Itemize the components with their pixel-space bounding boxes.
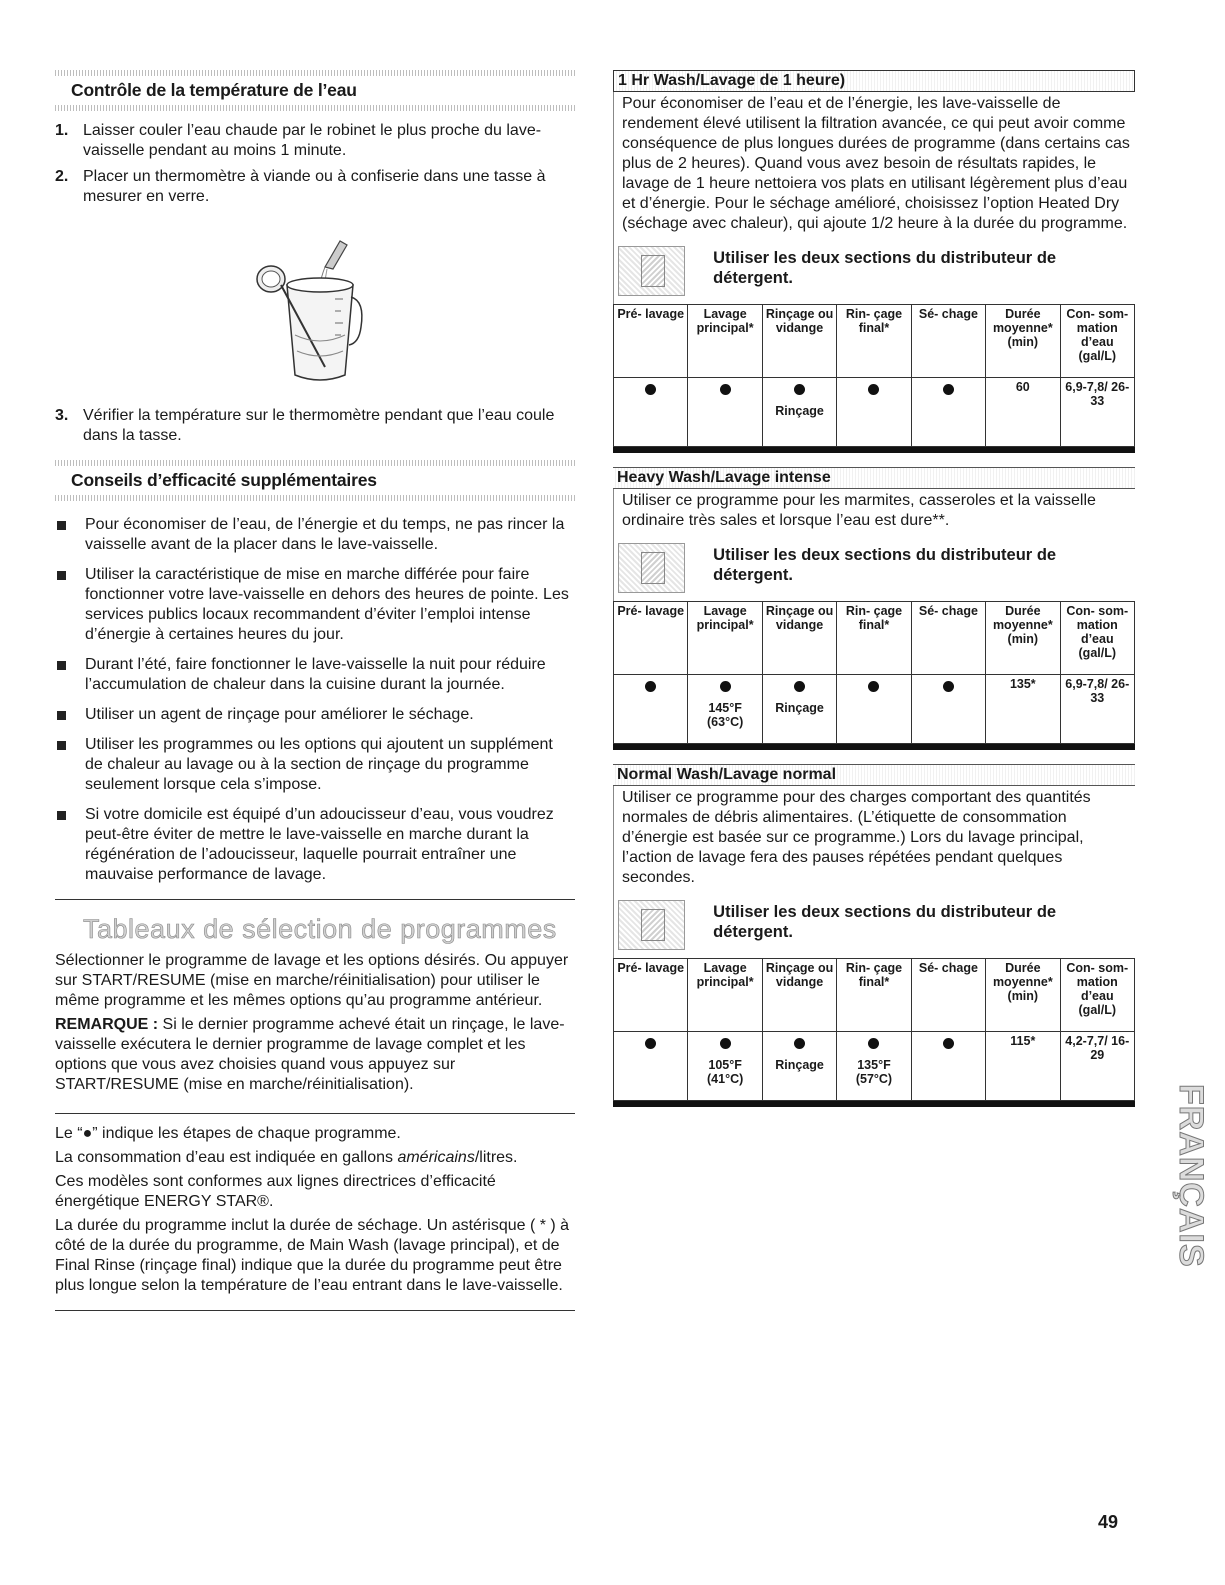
step-dot-icon <box>943 384 954 395</box>
program-block-heavy <box>613 467 1135 750</box>
step-dot-icon <box>794 384 805 395</box>
detergent-dispenser-icon <box>618 246 685 296</box>
program-description: Utiliser ce programme pour les marmites, casseroles et la vaisselle ordinaire très sales et lorsque l’eau est dure**. <box>613 489 1135 537</box>
program-block-normal <box>613 764 1135 1107</box>
bullet-square-icon <box>57 741 66 750</box>
col-header: Rinçage ou vidange <box>762 959 836 1032</box>
detergent-instruction: Utiliser les deux sections du distributeur de détergent. <box>613 240 1135 304</box>
footnote-energy-star: Ces modèles sont conformes aux lignes directrices d’efficacité énergétique ENERGY STAR®. <box>55 1173 496 1210</box>
step-item: 2. Placer un thermomètre à viande ou à confiserie dans une tasse à mesurer en verre. <box>55 168 546 205</box>
col-header: Rin- çage final* <box>837 959 911 1032</box>
detergent-dispenser-icon <box>618 543 685 593</box>
temp-section-title: Contrôle de la température de l’eau <box>71 80 357 100</box>
detergent-dispenser-icon <box>618 900 685 950</box>
col-header: Con- som- mation d’eau (gal/L) <box>1060 602 1134 675</box>
col-header: Lavage principal* <box>688 959 762 1032</box>
step-dot-icon <box>868 384 879 395</box>
col-header: Con- som- mation d’eau (gal/L) <box>1060 959 1134 1032</box>
col-header: Lavage principal* <box>688 602 762 675</box>
col-header: Durée moyenne* (min) <box>986 959 1060 1032</box>
step-dot-icon <box>794 681 805 692</box>
page-number: 49 <box>1098 1512 1119 1532</box>
duration-cell: 135* <box>986 675 1060 744</box>
duration-cell: 115* <box>986 1032 1060 1101</box>
program-table: Pré- lavage Lavage principal* Rinçage ou vidange Rin- çage final* Sé- chage Durée moyenne* (min) Con- som- mation d’eau (gal/L) 105°F (41°C) Rinçage 135°F (57°C) 115* 4,2-7,7/ 16-29 <box>613 958 1135 1101</box>
col-header: Rinçage ou vidange <box>762 602 836 675</box>
section-rule <box>55 1310 575 1311</box>
tip-item: Utiliser la caractéristique de mise en marche différée pour faire fonctionner votre lave-vaisselle en dehors des heures de pointe. Les services publics locaux recommandent d’éviter l’emploi intense d’énergie à certaines heures du jour. <box>55 565 575 645</box>
col-header: Pré- lavage <box>614 959 688 1032</box>
bullet-square-icon <box>57 521 66 530</box>
col-header: Pré- lavage <box>614 305 688 378</box>
water-cell: 4,2-7,7/ 16-29 <box>1060 1032 1134 1101</box>
program-description: Pour économiser de l’eau et de l’énergie, les lave-vaisselle de rendement élevé utilisent la filtration avancée, ce qui peut avoir comme conséquence de plus longues durées de programme (dans certains cas plus de 2 heures). Quand vous avez besoin de résultats rapides, le lavage de 1 heure nettoiera vos plats en utilisant légèrement plus d’eau et d’énergie. Pour le séchage amélioré, choisissez l’option Heated Dry (séchage avec chaleur), qui ajoute 1/2 heure à la durée du programme. <box>613 92 1135 240</box>
col-header: Rin- çage final* <box>837 305 911 378</box>
tables-note: REMARQUE : Si le dernier programme achevé était un rinçage, le lave-vaisselle exécutera le dernier programme de lavage complet et les options que vous avez choisies quand vous appuyez sur START/RESUME (mise en marche/réinitialisation). <box>55 1016 565 1093</box>
bullet-square-icon <box>57 811 66 820</box>
footnote-water-units: La consommation d’eau est indiquée en gallons américains/litres. <box>55 1149 518 1166</box>
step-dot-icon <box>720 681 731 692</box>
step-dot-icon <box>794 1038 805 1049</box>
step-item: 1. Laisser couler l’eau chaude par le robinet le plus proche du lave-vaisselle pendant au moins 1 minute. <box>55 122 542 159</box>
col-header: Sé- chage <box>911 959 985 1032</box>
program-description: Utiliser ce programme pour des charges comportant des quantités normales de débris alimentaires. (L’étiquette de consommation d’énergie est basée sur ce programme.) Lors du lavage principal, l’action de lavage fera des pauses répétées pendant quelques secondes. <box>613 786 1135 894</box>
temp-steps-continued <box>55 406 575 446</box>
duration-cell: 60 <box>986 378 1060 447</box>
tip-item: Durant l’été, faire fonctionner le lave-vaisselle la nuit pour réduire l’accumulation de chaleur dans la cuisine durant la journée. <box>55 655 575 695</box>
program-title: Normal Wash/Lavage normal <box>613 764 1135 786</box>
col-header: Lavage principal* <box>688 305 762 378</box>
step-item: 3. Vérifier la température sur le thermomètre pendant que l’eau coule dans la tasse. <box>55 407 555 444</box>
col-header: Rinçage ou vidange <box>762 305 836 378</box>
tips-section-title: Conseils d’efficacité supplémentaires <box>71 470 377 490</box>
tip-item: Utiliser un agent de rinçage pour améliorer le séchage. <box>55 705 575 725</box>
step-dot-icon <box>645 681 656 692</box>
section-rule <box>55 1113 575 1114</box>
tips-list <box>55 515 575 885</box>
step-dot-icon <box>868 681 879 692</box>
footnote-legend: Le “●” indique les étapes de chaque programme. <box>55 1125 401 1142</box>
tip-item: Si votre domicile est équipé d’un adoucisseur d’eau, vous voudrez peut-être éviter de mettre le lave-vaisselle en marche durant la régénération de l’adoucisseur, laquelle pourrait entraîner une mauvaise performance de lavage. <box>55 805 575 885</box>
section-divider <box>55 495 575 501</box>
program-title: Heavy Wash/Lavage intense <box>613 467 1135 489</box>
tip-item: Utiliser les programmes ou les options qui ajoutent un supplément de chaleur au lavage ou à la section de rinçage du programme seulement lorsque cela s’impose. <box>55 735 575 795</box>
bullet-square-icon <box>57 711 66 720</box>
step-dot-icon <box>720 1038 731 1049</box>
bullet-square-icon <box>57 571 66 580</box>
tip-item: Pour économiser de l’eau, de l’énergie et du temps, ne pas rincer la vaisselle avant de la placer dans le lave-vaisselle. <box>55 515 575 555</box>
col-header: Sé- chage <box>911 602 985 675</box>
section-divider <box>55 105 575 111</box>
program-table: Pré- lavage Lavage principal* Rinçage ou vidange Rin- çage final* Sé- chage Durée moyenne* (min) Con- som- mation d’eau (gal/L) Rinçage 60 6,9-7,8/ 26-33 <box>613 304 1135 447</box>
step-dot-icon <box>720 384 731 395</box>
step-dot-icon <box>943 1038 954 1049</box>
step-dot-icon <box>645 1038 656 1049</box>
right-column <box>613 70 1135 1121</box>
col-header: Sé- chage <box>911 305 985 378</box>
footnote-duration: La durée du programme inclut la durée de séchage. Un astérisque ( * ) à côté de la durée du programme, de Main Wash (lavage principal), et de Final Rinse (rinçage final) indique que la durée du programme peut être plus longue selon la température de l’eau entrant dans le lave-vaisselle. <box>55 1217 570 1294</box>
step-dot-icon <box>868 1038 879 1049</box>
col-header: Pré- lavage <box>614 602 688 675</box>
col-header: Durée moyenne* (min) <box>986 602 1060 675</box>
side-language-tab <box>1148 1080 1210 1330</box>
detergent-instruction: Utiliser les deux sections du distributeur de détergent. <box>613 894 1135 958</box>
water-cell: 6,9-7,8/ 26-33 <box>1060 378 1134 447</box>
tables-intro: Sélectionner le programme de lavage et les options désirés. Ou appuyer sur START/RESUME (mise en marche/réinitialisation) pour utiliser le même programme et les mêmes options qu’au programme antérieur. <box>55 952 569 1009</box>
program-block-1hr <box>613 70 1135 453</box>
tables-section-title: Tableaux de sélection de programmes <box>83 914 557 944</box>
program-table: Pré- lavage Lavage principal* Rinçage ou vidange Rin- çage final* Sé- chage Durée moyenne* (min) Con- som- mation d’eau (gal/L) 145°F (63°C) Rinçage 135* 6,9-7,8/ 26-33 <box>613 601 1135 744</box>
bullet-square-icon <box>57 661 66 670</box>
water-cell: 6,9-7,8/ 26-33 <box>1060 675 1134 744</box>
col-header: Durée moyenne* (min) <box>986 305 1060 378</box>
side-language-label: FRANÇAIS <box>1172 1084 1210 1268</box>
detergent-instruction: Utiliser les deux sections du distributeur de détergent. <box>613 537 1135 601</box>
step-dot-icon <box>645 384 656 395</box>
left-column <box>55 70 575 1311</box>
step-dot-icon <box>943 681 954 692</box>
col-header: Rin- çage final* <box>837 602 911 675</box>
program-title: 1 Hr Wash/Lavage de 1 heure) <box>613 70 1135 92</box>
col-header: Con- som- mation d’eau (gal/L) <box>1060 305 1134 378</box>
temp-steps <box>55 121 575 207</box>
thermometer-in-cup-illustration <box>255 239 385 389</box>
